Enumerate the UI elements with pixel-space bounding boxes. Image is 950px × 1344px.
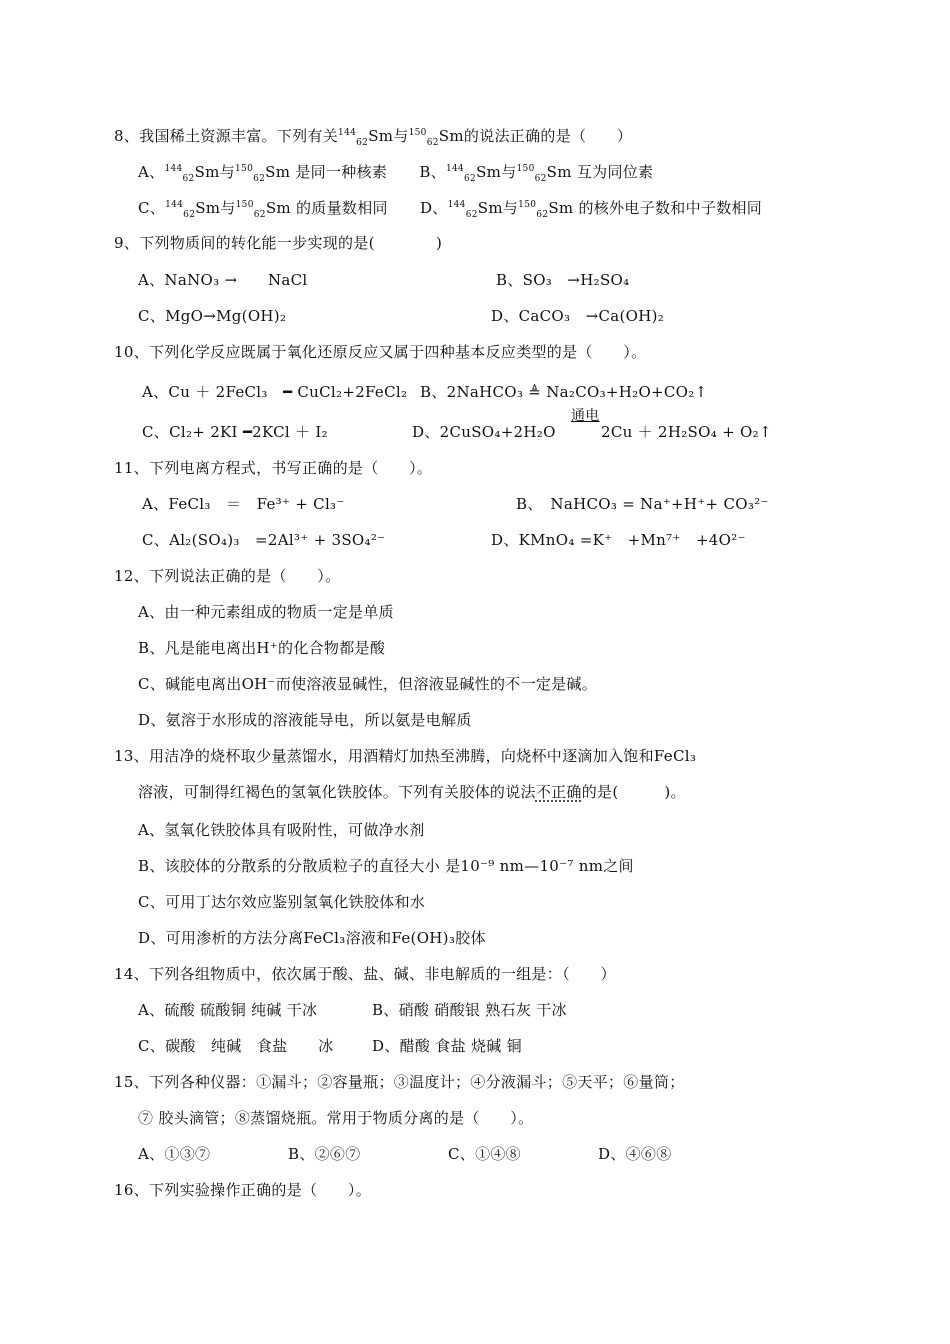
atomic-number: 62 (426, 138, 439, 148)
q15-option-c[interactable]: C、①④⑧ (448, 1145, 521, 1163)
q10-option-c[interactable]: C、Cl₂+ 2KI ━2KCl ＋ I₂ (142, 423, 328, 441)
q9-option-c[interactable]: C、MgO→Mg(OH)₂ (138, 307, 287, 325)
q12-option-d[interactable]: D、氨溶于水形成的溶液能导电，所以氨是电解质 (138, 711, 472, 729)
mass-number: 144 (338, 128, 357, 138)
question-8-options-cd (138, 198, 762, 218)
q10-option-b[interactable]: B、2NaHCO₃ ≜ Na₂CO₃+H₂O+CO₂↑ (420, 383, 708, 401)
question-13-stem-line1: 13、用洁净的烧杯取少量蒸馏水，用酒精灯加热至沸腾，向烧杯中逐滴加入饱和FeCl₃ (114, 747, 697, 765)
question-15-stem-line2: ⑦ 胶头滴管；⑧蒸馏烧瓶。常用于物质分离的是（ ）。 (138, 1109, 534, 1127)
q9-option-b[interactable]: B、SO₃ →H₂SO₄ (496, 271, 630, 289)
question-15-stem-line1: 15、下列各种仪器：①漏斗；②容量瓶；③温度计；④分液漏斗；⑤天平；⑥量筒； (114, 1073, 685, 1091)
q8-connector: 与 (393, 127, 409, 145)
q15-option-a[interactable]: A、①③⑦ (138, 1145, 211, 1163)
q12-option-c[interactable]: C、碱能电离出OH⁻而使溶液显碱性，但溶液显碱性的不一定是碱。 (138, 675, 598, 693)
atomic-number: 62 (356, 138, 369, 148)
q8-option-d[interactable]: D、$^{144}_{62}$Sm与$^{150}_{62}$Sm 的核外电子数和中子数相同 (419, 199, 763, 220)
question-11-stem: 11、下列电离方程式，书写正确的是（ ）。 (114, 459, 433, 477)
question-10-stem: 10、下列化学反应既属于氧化还原反应又属于四种基本反应类型的是（ ）。 (114, 343, 647, 361)
element-symbol: Sm (368, 127, 394, 145)
question-8-options-ab (138, 162, 653, 182)
question-8-stem (114, 126, 632, 146)
q11-option-c[interactable]: C、Al₂(SO₄)₃ =2Al³⁺ + 3SO₄²⁻ (142, 531, 386, 549)
q8-option-c[interactable]: C、$^{144}_{62}$Sm与$^{150}_{62}$Sm 的质量数相同 (138, 199, 388, 220)
q11-option-d[interactable]: D、KMnO₄ =K⁺ +Mn⁷⁺ +4O²⁻ (491, 531, 746, 549)
question-9-stem: 9、下列物质间的转化能一步实现的是( ) (114, 234, 443, 252)
q10-option-a[interactable]: A、Cu ＋ 2FeCl₃ ━ CuCl₂+2FeCl₂ (142, 383, 408, 401)
q12-option-b[interactable]: B、凡是能电离出H⁺的化合物都是酸 (138, 639, 386, 657)
q10-option-d[interactable]: D、2CuSO₄+2H₂O 通电 2Cu ＋ 2H₂SO₄ + O₂↑ (412, 408, 772, 441)
q13-option-c[interactable]: C、可用丁达尔效应鉴别氢氧化铁胶体和水 (138, 893, 426, 911)
q8-stem-start: 8、我国稀土资源丰富。下列有关 (114, 127, 339, 145)
q8-option-b[interactable]: B、$^{144}_{62}$Sm与$^{150}_{62}$Sm 互为同位素 (419, 163, 654, 184)
mass-number: 150 (408, 128, 427, 138)
emphasis-not-correct: 不正确 (535, 783, 582, 801)
q13-option-d[interactable]: D、可用渗析的方法分离FeCl₃溶液和Fe(OH)₃胶体 (138, 929, 486, 947)
q11-option-a[interactable]: A、FeCl₃ ＝ Fe³⁺ + Cl₃⁻ (142, 495, 345, 513)
q9-option-d[interactable]: D、CaCO₃ →Ca(OH)₂ (491, 307, 665, 325)
q14-option-a[interactable]: A、硫酸 硫酸铜 纯碱 干冰 (138, 1001, 318, 1019)
q13-option-b[interactable]: B、该胶体的分散系的分散质粒子的直径大小 是10⁻⁹ nm—10⁻⁷ nm之间 (138, 857, 634, 875)
electrolysis-condition: 通电 (571, 408, 600, 424)
q14-option-b[interactable]: B、硝酸 硝酸银 熟石灰 干冰 (372, 1001, 567, 1019)
q12-option-a[interactable]: A、由一种元素组成的物质一定是单质 (138, 603, 394, 621)
q13-option-a[interactable]: A、氢氧化铁胶体具有吸附性，可做净水剂 (138, 821, 425, 839)
q8-option-a[interactable]: A、$^{144}_{62}$Sm与$^{150}_{62}$Sm 是同一种核素 (138, 163, 388, 184)
q14-option-d[interactable]: D、醋酸 食盐 烧碱 铜 (372, 1037, 522, 1055)
question-14-stem: 14、下列各组物质中，依次属于酸、盐、碱、非电解质的一组是：（ ） (114, 965, 616, 983)
element-symbol: Sm (438, 127, 464, 145)
q15-option-d[interactable]: D、④⑥⑧ (598, 1145, 672, 1163)
q14-option-c[interactable]: C、碳酸 纯碱 食盐 冰 (138, 1037, 334, 1055)
question-12-stem: 12、下列说法正确的是（ ）。 (114, 567, 341, 585)
q11-option-b[interactable]: B、 NaHCO₃ = Na⁺+H⁺+ CO₃²⁻ (516, 495, 769, 513)
question-16-stem: 16、下列实验操作正确的是（ ）。 (114, 1181, 371, 1199)
question-13-stem-line2: 溶液，可制得红褐色的氢氧化铁胶体。下列有关胶体的说法不正确的是( )。 (138, 783, 686, 801)
q8-stem-end: 的说法正确的是（ ） (463, 127, 633, 145)
q15-option-b[interactable]: B、②⑥⑦ (288, 1145, 361, 1163)
q9-option-a[interactable]: A、NaNO₃ → NaCl (138, 271, 308, 289)
